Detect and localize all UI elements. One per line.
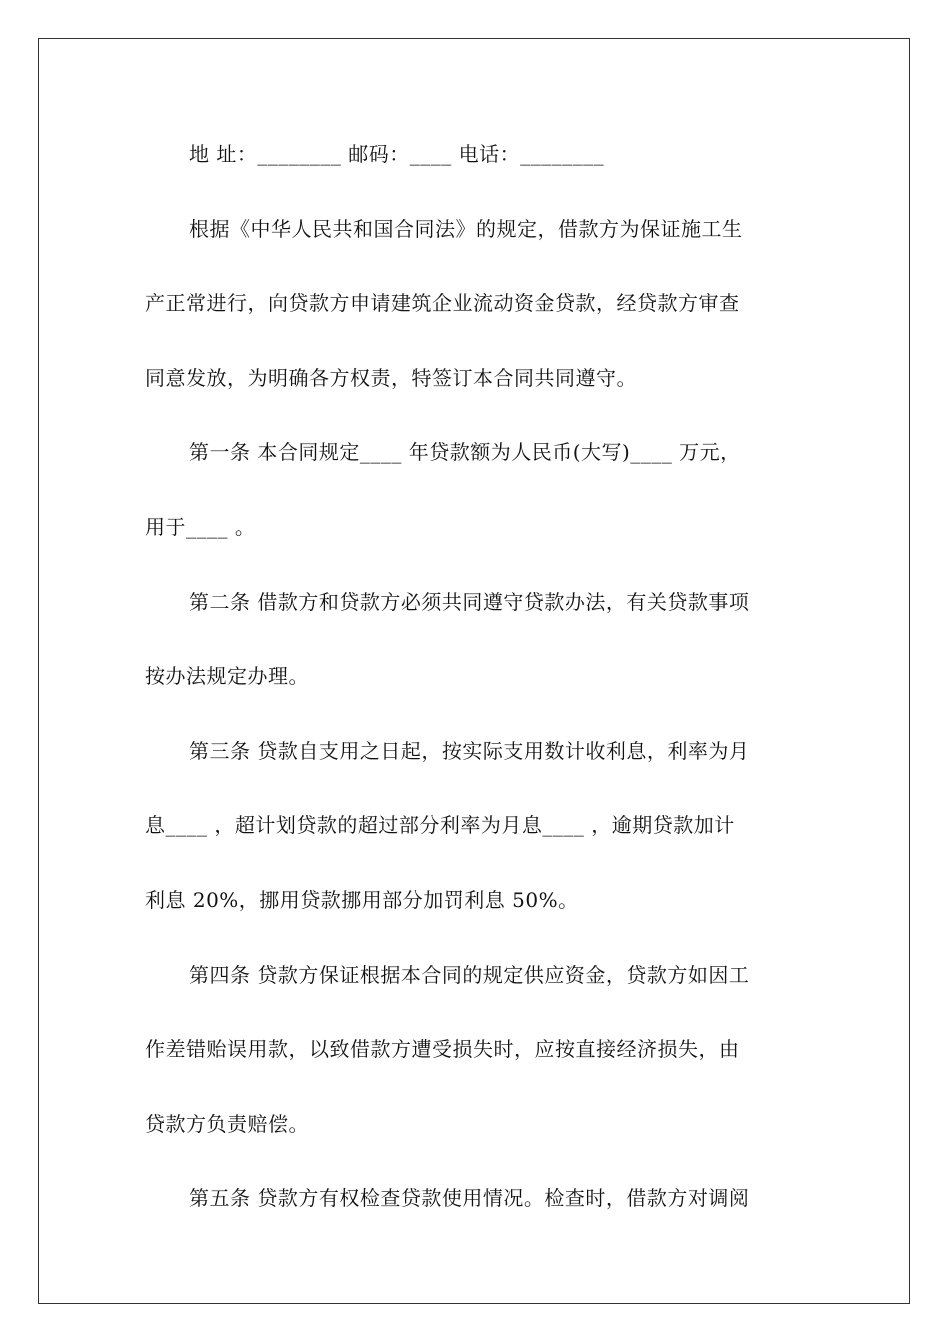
article-1-line-2: 用于____ 。	[145, 514, 256, 539]
article-2-line-2: 按办法规定办理。	[145, 664, 309, 689]
article-4-line-1: 第四条 贷款方保证根据本合同的规定供应资金，贷款方如因工	[189, 962, 750, 987]
article-4-line-2: 作差错贻误用款，以致借款方遭受损失时，应按直接经济损失，由	[145, 1037, 740, 1062]
article-5-line-1: 第五条 贷款方有权检查贷款使用情况。检查时，借款方对调阅	[189, 1186, 750, 1211]
article-4-line-3: 贷款方负责赔偿。	[145, 1111, 309, 1136]
preamble-line-1: 根据《中华人民共和国合同法》的规定，借款方为保证施工生	[189, 216, 743, 241]
preamble-line-3: 同意发放，为明确各方权责，特签订本合同共同遵守。	[145, 365, 637, 390]
article-3-line-2: 息____ ，超计划贷款的超过部分利率为月息____ ，逾期贷款加计	[145, 813, 735, 838]
article-3-line-3: 利息 20%，挪用贷款挪用部分加罚利息 50%。	[145, 887, 579, 912]
address-line: 地 址：________ 邮码：____ 电话：________	[189, 142, 605, 166]
preamble-line-2: 产正常进行，向贷款方申请建筑企业流动资金贷款，经贷款方审查	[145, 291, 740, 316]
article-2-line-1: 第二条 借款方和贷款方必须共同遵守贷款办法，有关贷款事项	[189, 589, 750, 614]
article-1-line-1: 第一条 本合同规定____ 年贷款额为人民币(大写)____ 万元，	[189, 440, 741, 465]
document-body	[145, 128, 815, 1247]
article-3-line-1: 第三条 贷款自支用之日起，按实际支用数计收利息，利率为月	[189, 738, 750, 763]
